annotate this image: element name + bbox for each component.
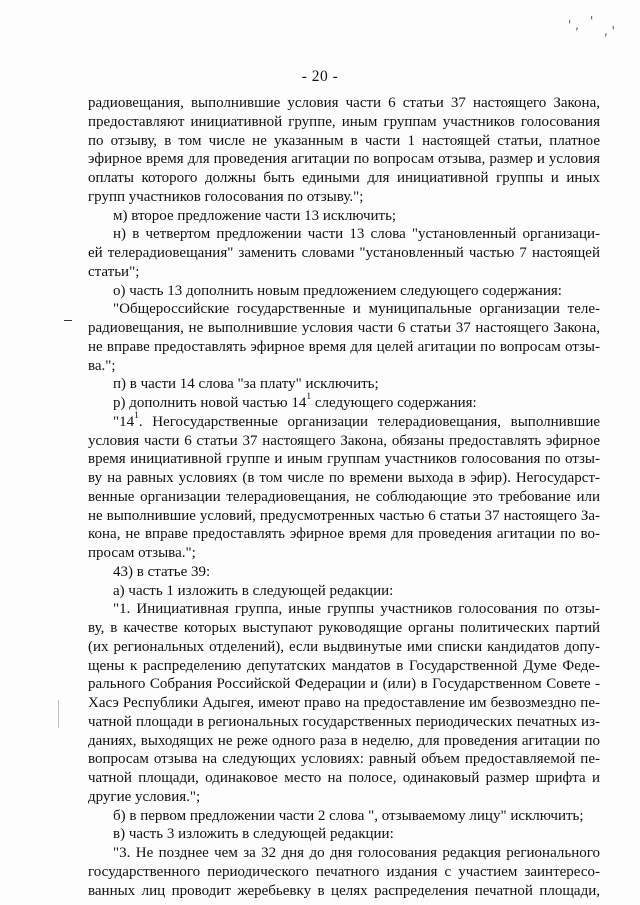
text-line: кона, не вправе предоставлять эфирное время для проведения агитации по во-	[88, 526, 600, 543]
page-number: - 20 -	[301, 68, 339, 85]
text-line: м) второе предложение части 13 исключить;	[113, 207, 397, 224]
text-line: просам отзыва.";	[88, 545, 196, 561]
text-line: чатной площади в региональных государственных периодических печатных из-	[88, 713, 600, 730]
text-line: ей телерадиовещания" заменить словами "установленный частью 7 настоящей	[88, 245, 600, 261]
text-line: "3. Не позднее чем за 32 дня до дня голосования редакция регионального	[113, 845, 600, 861]
text-line: а) часть 1 изложить в следующей редакции:	[113, 582, 394, 599]
scan-mark-3: , '	[604, 24, 615, 38]
text-line: радиовещания, выполнившие условия части 6 статьи 37 настоящего Закона,	[88, 95, 600, 111]
text-line: групп участников голосования по отзыву.";	[88, 188, 364, 205]
document-body	[88, 94, 600, 900]
text-line: предоставляют инициативной группе, иным группам участников голосования	[88, 113, 600, 130]
text-line: не вправе предоставлять эфирное время для целей агитации по вопросам отзы-	[88, 338, 600, 355]
text-line: б) в первом предложении части 2 слова ", отзываемому лицу" исключить;	[113, 807, 584, 824]
text-line: рального Собрания Российской Федерации и (или) в Государственном Совете -	[88, 676, 600, 693]
text-line: н) в четвертом предложении части 13 слова "установленный организаци-	[113, 226, 600, 243]
text-line: другие условия.";	[88, 788, 201, 805]
scan-dash	[64, 320, 72, 321]
scan-mark-2: '	[590, 14, 594, 28]
text-line: условия части 6 статьи 37 настоящего Закона, обязаны предоставлять эфирное	[88, 432, 600, 449]
text-line: время инициативной группе и иным группам участников голосования по отзы-	[88, 451, 600, 468]
text-line: "$14^1$. Негосударственные организации телерадиовещания, выполнившие	[113, 410, 600, 430]
text-line: "Общероссийские государственные и муниципальные организации теле-	[113, 301, 600, 318]
text-line: п) в части 14 слова "за плату" исключить;	[113, 376, 379, 393]
text-line: по отзыву, в том числе не указанным в части 1 настоящей статьи, платное	[88, 132, 600, 149]
text-line: ванных лиц проводит жеребьевку в целях распределения печатной площади,	[88, 882, 600, 899]
text-line: чатной площади, одинаковое место на полосе, одинаковый размер шрифта и	[88, 770, 600, 786]
text-line: эфирное время для проведения агитации по вопросам отзыва, размер и условия	[88, 151, 600, 168]
text-line: ву, в качестве которых выступают руководящие органы политических партий	[88, 620, 600, 636]
text-line: ву на равных условиях (в том числе по времени выхода в эфир). Негосударст-	[88, 470, 600, 486]
text-line: оплаты которого должны быть едиными для инициативной группы и иных	[88, 170, 600, 186]
text-line: 43) в статье 39:	[113, 563, 211, 580]
scan-mark-1: ' ,	[568, 18, 579, 32]
scan-artifact-line	[58, 700, 59, 728]
text-line: в) часть 3 изложить в следующей редакции:	[113, 826, 394, 843]
text-line: не выполнившие условий, предусмотренных частью 6 статьи 37 настоящего За-	[88, 507, 600, 524]
text-line: (их региональных отделений), если выдвинутые ими списки кандидатов допу-	[88, 638, 600, 655]
text-line: даниях, выходящих не реже одного раза в неделю, для проведения агитации по	[88, 732, 600, 749]
text-line: щены к распределению депутатских мандатов в Государственной Думе Феде-	[88, 657, 600, 674]
text-line: ва.";	[88, 357, 116, 374]
text-line: радиовещания, не выполнившие условия части 6 статьи 37 настоящего Закона,	[88, 320, 600, 336]
text-line: венные организации телерадиовещания, не соблюдающие это требование или	[88, 488, 600, 505]
text-line: р) дополнить новой частью $14^1$ следующего содержания:	[113, 392, 477, 411]
text-line: Хасэ Республики Адыгея, имеют право на предоставление им безвозмездно пе-	[88, 695, 600, 711]
text-line: статьи";	[88, 263, 140, 280]
text-line: государственного периодического печатного издания с участием заинтересо-	[88, 863, 600, 880]
text-line: о) часть 13 дополнить новым предложением следующего содержания:	[113, 282, 562, 299]
text-line: вопросам отзыва на следующих условиях: равный объем предоставляемой пе-	[88, 751, 600, 768]
text-line: "1. Инициативная группа, иные группы участников голосования по отзы-	[113, 601, 600, 618]
